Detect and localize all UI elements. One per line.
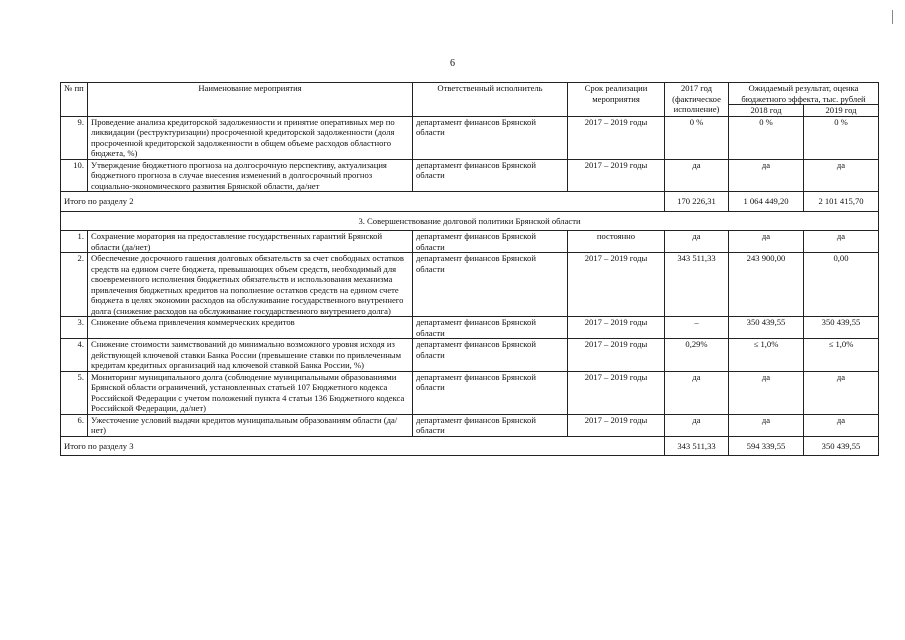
value-2019: да (804, 414, 879, 436)
section2-total-body (61, 192, 879, 231)
header-num: № пп (61, 83, 88, 117)
value-2019: да (804, 231, 879, 253)
section3-total-2017: 343 511,33 (665, 436, 729, 456)
section2-total-2019: 2 101 415,70 (804, 192, 879, 212)
value-2018: ≤ 1,0% (729, 339, 804, 372)
row-number: 4. (61, 339, 88, 372)
row-number: 5. (61, 371, 88, 414)
row-number: 6. (61, 414, 88, 436)
responsible-executor: департамент финансов Брянской области (413, 231, 568, 253)
header-period: Срок реализации мероприятия (568, 83, 665, 117)
section3-total-2018: 594 339,55 (729, 436, 804, 456)
value-2018: 350 439,55 (729, 317, 804, 339)
measure-name: Обеспечение досрочного гашения долговых обязательств за счет свободных остатков средств на едином счете бюджета, превышающих объем средств, необходимый для своевременного исполнения бюджетных обязательств и использования механизма привлечения бюджетных кредитов на пополнение остатков средств на едином счете бюджета в целях экономии расходов на обслуживание государственного внутреннего долга (снижение расходов на обслуживание государственного внутреннего долга) (88, 253, 413, 317)
table-row (61, 116, 879, 159)
value-2019: да (804, 371, 879, 414)
header-name: Наименование мероприятия (88, 83, 413, 117)
section2-total-label: Итого по разделу 2 (61, 192, 665, 212)
row-number: 9. (61, 116, 88, 159)
table-row (61, 317, 879, 339)
responsible-executor: департамент финансов Брянской области (413, 253, 568, 317)
measure-name: Утверждение бюджетного прогноза на долгосрочную перспективу, актуализация бюджетного прогноза в случае внесения изменений в долгосрочный прогноз социально-экономического развития Брянской области, да/нет (88, 159, 413, 192)
row-number: 10. (61, 159, 88, 192)
measure-name: Ужесточение условий выдачи кредитов муниципальным образованиям области (да/нет) (88, 414, 413, 436)
value-2017: 0 % (665, 116, 729, 159)
measure-name: Мониторинг муниципального долга (соблюдение муниципальными образованиями Брянской области ограничений, установленных статьей 107 Бюджетного кодекса Российской Федерации с учетом положений пункта 4 статьи 136 Бюджетного кодекса Российской Федерации, да/нет) (88, 371, 413, 414)
measures-table-container (60, 82, 878, 456)
table-row (61, 159, 879, 192)
value-2017: да (665, 414, 729, 436)
responsible-executor: департамент финансов Брянской области (413, 159, 568, 192)
value-2018: 0 % (729, 116, 804, 159)
table-row (61, 371, 879, 414)
section3-total-body (61, 436, 879, 456)
value-2017: да (665, 231, 729, 253)
section3-body (61, 231, 879, 437)
implementation-period: 2017 – 2019 годы (568, 414, 665, 436)
responsible-executor: департамент финансов Брянской области (413, 317, 568, 339)
section2-body (61, 116, 879, 192)
row-number: 2. (61, 253, 88, 317)
value-2017: 343 511,33 (665, 253, 729, 317)
row-number: 3. (61, 317, 88, 339)
scan-edge-mark (892, 10, 893, 24)
measure-name: Сохранение моратория на предоставление государственных гарантий Брянской области (да/нет) (88, 231, 413, 253)
section3-total-2019: 350 439,55 (804, 436, 879, 456)
implementation-period: 2017 – 2019 годы (568, 253, 665, 317)
responsible-executor: департамент финансов Брянской области (413, 116, 568, 159)
section3-total-row (61, 436, 879, 456)
implementation-period: 2017 – 2019 годы (568, 159, 665, 192)
table-row (61, 231, 879, 253)
value-2018: да (729, 414, 804, 436)
header-executor: Ответственный исполнитель (413, 83, 568, 117)
value-2019: ≤ 1,0% (804, 339, 879, 372)
section2-total-2018: 1 064 449,20 (729, 192, 804, 212)
table-row (61, 253, 879, 317)
header-2018: 2018 год (729, 105, 804, 117)
section2-total-2017: 170 226,31 (665, 192, 729, 212)
value-2017: да (665, 371, 729, 414)
value-2019: 350 439,55 (804, 317, 879, 339)
value-2019: 0,00 (804, 253, 879, 317)
implementation-period: 2017 – 2019 годы (568, 116, 665, 159)
section3-title: 3. Совершенствование долговой политики Брянской области (61, 211, 879, 231)
row-number: 1. (61, 231, 88, 253)
implementation-period: 2017 – 2019 годы (568, 339, 665, 372)
measures-table (60, 82, 879, 456)
section2-total-row (61, 192, 879, 212)
section3-total-label: Итого по разделу 3 (61, 436, 665, 456)
measure-name: Проведение анализа кредиторской задолженности и принятие оперативных мер по ликвидации (реструктуризации) просроченной кредиторской задолженности (доля просроченной кредиторской задолженности в общем объеме расходов областного бюджета, %) (88, 116, 413, 159)
responsible-executor: департамент финансов Брянской области (413, 371, 568, 414)
page-number: 6 (450, 58, 455, 69)
implementation-period: 2017 – 2019 годы (568, 371, 665, 414)
table-row (61, 339, 879, 372)
value-2017: 0,29% (665, 339, 729, 372)
header-2017: 2017 год (фактическое исполнение) (665, 83, 729, 117)
value-2018: да (729, 159, 804, 192)
value-2018: да (729, 231, 804, 253)
value-2019: 0 % (804, 116, 879, 159)
value-2017: да (665, 159, 729, 192)
implementation-period: постоянно (568, 231, 665, 253)
value-2017: – (665, 317, 729, 339)
header-row-1 (61, 83, 879, 105)
table-row (61, 414, 879, 436)
header-expected: Ожидаемый результат, оценка бюджетного эффекта, тыс. рублей (729, 83, 879, 105)
measure-name: Снижение объема привлечения коммерческих кредитов (88, 317, 413, 339)
responsible-executor: департамент финансов Брянской области (413, 339, 568, 372)
measure-name: Снижение стоимости заимствований до минимально возможного уровня исходя из действующей ключевой ставки Банка России (превышение ставки по привлеченным кредитам кредитных организаций над ключевой ставкой Банка России, %) (88, 339, 413, 372)
implementation-period: 2017 – 2019 годы (568, 317, 665, 339)
responsible-executor: департамент финансов Брянской области (413, 414, 568, 436)
value-2018: 243 900,00 (729, 253, 804, 317)
value-2019: да (804, 159, 879, 192)
value-2018: да (729, 371, 804, 414)
section3-title-row (61, 211, 879, 231)
header-2019: 2019 год (804, 105, 879, 117)
